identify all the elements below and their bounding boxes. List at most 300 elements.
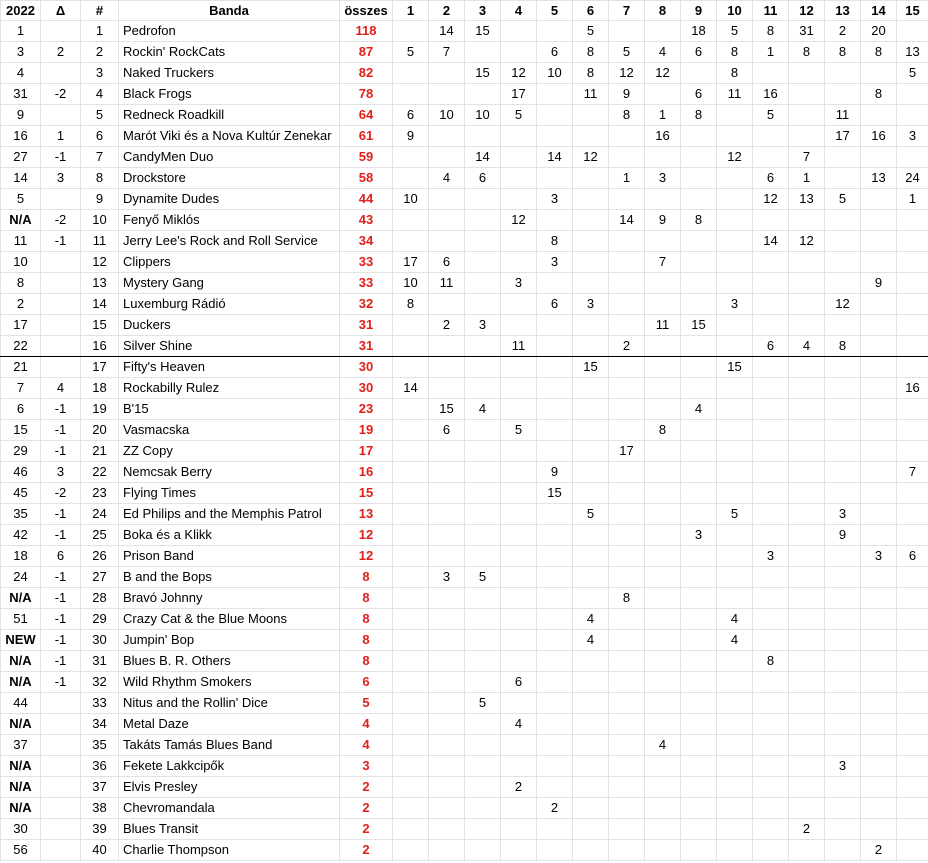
table-row [1, 798, 928, 819]
score-cell [717, 840, 753, 861]
score-cell [537, 378, 573, 399]
score-cell [429, 189, 465, 210]
header-prev-year: 2022 [1, 1, 41, 21]
score-cell [645, 441, 681, 462]
score-cell [789, 84, 825, 105]
delta-cell [41, 21, 81, 42]
score-cell [825, 378, 861, 399]
table-row [1, 21, 928, 42]
score-cell [393, 567, 429, 588]
score-cell [501, 735, 537, 756]
score-cell [393, 21, 429, 42]
score-cell [393, 357, 429, 378]
score-cell [825, 630, 861, 651]
score-cell: 12 [753, 189, 789, 210]
rank-cell: 6 [81, 126, 119, 147]
band-name-cell: Takáts Tamás Blues Band [119, 735, 340, 756]
score-cell [609, 189, 645, 210]
score-cell: 6 [465, 168, 501, 189]
score-cell [753, 819, 789, 840]
score-cell [429, 483, 465, 504]
score-cell [897, 504, 928, 525]
score-cell: 7 [789, 147, 825, 168]
score-cell [609, 315, 645, 336]
score-cell: 8 [573, 63, 609, 84]
band-name-cell: Flying Times [119, 483, 340, 504]
score-cell: 6 [537, 42, 573, 63]
total-cell: 33 [340, 252, 393, 273]
band-name-cell: Silver Shine [119, 336, 340, 357]
score-cell [393, 630, 429, 651]
score-cell: 2 [861, 840, 897, 861]
score-cell [717, 798, 753, 819]
score-cell [573, 588, 609, 609]
score-cell [897, 651, 928, 672]
score-cell [537, 777, 573, 798]
score-cell [789, 378, 825, 399]
total-cell: 12 [340, 546, 393, 567]
header-round: 9 [681, 1, 717, 21]
table-row [1, 378, 928, 399]
table-row [1, 609, 928, 630]
header-round: 6 [573, 1, 609, 21]
score-cell: 6 [393, 105, 429, 126]
band-name-cell: Elvis Presley [119, 777, 340, 798]
score-cell [861, 399, 897, 420]
score-cell: 6 [897, 546, 928, 567]
score-cell [429, 378, 465, 399]
score-cell [645, 357, 681, 378]
score-cell: 17 [501, 84, 537, 105]
score-cell [897, 672, 928, 693]
score-cell: 8 [861, 42, 897, 63]
score-cell [645, 777, 681, 798]
score-cell [573, 399, 609, 420]
score-cell [717, 378, 753, 399]
prev-year-cell: 31 [1, 84, 41, 105]
score-cell [393, 798, 429, 819]
score-cell [717, 189, 753, 210]
score-cell [861, 315, 897, 336]
score-cell: 8 [609, 105, 645, 126]
header-round: 11 [753, 1, 789, 21]
score-cell [861, 777, 897, 798]
band-name-cell: B and the Bops [119, 567, 340, 588]
score-cell [825, 231, 861, 252]
score-cell: 3 [645, 168, 681, 189]
score-cell [753, 630, 789, 651]
score-cell: 7 [645, 252, 681, 273]
score-cell [717, 126, 753, 147]
score-cell: 3 [717, 294, 753, 315]
score-cell: 10 [537, 63, 573, 84]
table-row [1, 168, 928, 189]
score-cell [429, 693, 465, 714]
score-cell: 13 [897, 42, 928, 63]
score-cell [825, 609, 861, 630]
score-cell [789, 609, 825, 630]
score-cell [609, 630, 645, 651]
score-cell [393, 504, 429, 525]
score-cell [501, 189, 537, 210]
score-cell [825, 462, 861, 483]
total-cell: 4 [340, 714, 393, 735]
total-cell: 30 [340, 357, 393, 378]
score-cell [897, 714, 928, 735]
table-row [1, 525, 928, 546]
table-row [1, 42, 928, 63]
score-cell [465, 525, 501, 546]
table-row [1, 63, 928, 84]
score-cell [897, 147, 928, 168]
score-cell: 3 [465, 315, 501, 336]
rank-cell: 31 [81, 651, 119, 672]
score-cell [429, 84, 465, 105]
total-cell: 64 [340, 105, 393, 126]
score-cell [717, 651, 753, 672]
score-cell [681, 819, 717, 840]
score-cell [537, 168, 573, 189]
score-cell [573, 378, 609, 399]
score-cell [645, 714, 681, 735]
score-cell: 3 [861, 546, 897, 567]
rank-cell: 4 [81, 84, 119, 105]
score-cell [861, 189, 897, 210]
prev-year-cell: 29 [1, 441, 41, 462]
score-cell [465, 378, 501, 399]
total-cell: 78 [340, 84, 393, 105]
score-cell [573, 840, 609, 861]
total-cell: 31 [340, 336, 393, 357]
score-cell [753, 126, 789, 147]
rank-cell: 40 [81, 840, 119, 861]
score-cell [501, 819, 537, 840]
score-cell [861, 609, 897, 630]
score-cell: 6 [753, 168, 789, 189]
score-cell: 5 [465, 693, 501, 714]
score-cell [825, 546, 861, 567]
score-cell: 11 [573, 84, 609, 105]
score-cell [681, 168, 717, 189]
prev-year-cell: 56 [1, 840, 41, 861]
total-cell: 31 [340, 315, 393, 336]
score-cell: 8 [681, 210, 717, 231]
score-cell [897, 21, 928, 42]
total-cell: 118 [340, 21, 393, 42]
delta-cell: -1 [41, 441, 81, 462]
band-name-cell: Rockin' RockCats [119, 42, 340, 63]
score-cell [465, 462, 501, 483]
score-cell [753, 609, 789, 630]
score-cell [501, 21, 537, 42]
score-cell [789, 546, 825, 567]
ranking-rows [1, 21, 928, 861]
score-cell [681, 798, 717, 819]
score-cell [429, 336, 465, 357]
score-cell [429, 735, 465, 756]
score-cell [393, 777, 429, 798]
band-name-cell: Metal Daze [119, 714, 340, 735]
score-cell [573, 441, 609, 462]
score-cell: 3 [825, 504, 861, 525]
score-cell [609, 651, 645, 672]
score-cell [789, 840, 825, 861]
score-cell [861, 630, 897, 651]
score-cell [465, 357, 501, 378]
prev-year-cell: 7 [1, 378, 41, 399]
score-cell: 8 [825, 42, 861, 63]
score-cell [825, 672, 861, 693]
delta-cell [41, 693, 81, 714]
score-cell [861, 231, 897, 252]
score-cell: 10 [465, 105, 501, 126]
score-cell: 7 [897, 462, 928, 483]
score-cell: 5 [717, 21, 753, 42]
prev-year-cell: N/A [1, 651, 41, 672]
rank-cell: 3 [81, 63, 119, 84]
score-cell [753, 693, 789, 714]
score-cell [897, 693, 928, 714]
score-cell [825, 252, 861, 273]
rank-cell: 18 [81, 378, 119, 399]
total-cell: 58 [340, 168, 393, 189]
score-cell [501, 168, 537, 189]
rank-cell: 21 [81, 441, 119, 462]
prev-year-cell: 30 [1, 819, 41, 840]
delta-cell [41, 189, 81, 210]
band-name-cell: Chevromandala [119, 798, 340, 819]
score-cell [645, 84, 681, 105]
header-round: 10 [717, 1, 753, 21]
table-row [1, 672, 928, 693]
score-cell [537, 756, 573, 777]
score-cell [645, 294, 681, 315]
prev-year-cell: 27 [1, 147, 41, 168]
score-cell [753, 735, 789, 756]
score-cell [609, 840, 645, 861]
band-name-cell: Jerry Lee's Rock and Roll Service [119, 231, 340, 252]
score-cell [501, 252, 537, 273]
total-cell: 8 [340, 630, 393, 651]
score-cell [897, 819, 928, 840]
score-cell [465, 483, 501, 504]
table-row [1, 105, 928, 126]
score-cell [537, 714, 573, 735]
score-cell [681, 504, 717, 525]
score-cell: 3 [429, 567, 465, 588]
score-cell [861, 210, 897, 231]
score-cell: 8 [573, 42, 609, 63]
total-cell: 3 [340, 756, 393, 777]
score-cell [717, 777, 753, 798]
score-cell [609, 525, 645, 546]
score-cell [789, 315, 825, 336]
score-cell [897, 399, 928, 420]
score-cell: 2 [501, 777, 537, 798]
delta-cell: -1 [41, 567, 81, 588]
score-cell [429, 630, 465, 651]
score-cell [573, 483, 609, 504]
score-cell: 6 [429, 420, 465, 441]
prev-year-cell: N/A [1, 798, 41, 819]
score-cell [393, 231, 429, 252]
score-cell: 3 [897, 126, 928, 147]
score-cell [429, 672, 465, 693]
score-cell [537, 420, 573, 441]
score-cell: 10 [429, 105, 465, 126]
total-cell: 61 [340, 126, 393, 147]
delta-cell [41, 777, 81, 798]
delta-cell: 3 [41, 462, 81, 483]
score-cell [393, 651, 429, 672]
rank-cell: 25 [81, 525, 119, 546]
score-cell: 5 [717, 504, 753, 525]
score-cell: 8 [645, 420, 681, 441]
score-cell [717, 819, 753, 840]
score-cell [645, 231, 681, 252]
score-cell [825, 483, 861, 504]
score-cell [825, 441, 861, 462]
score-cell [501, 756, 537, 777]
score-cell: 4 [789, 336, 825, 357]
band-name-cell: Boka és a Klikk [119, 525, 340, 546]
score-cell [609, 609, 645, 630]
score-cell [429, 126, 465, 147]
score-cell [465, 714, 501, 735]
score-cell [717, 756, 753, 777]
score-cell [465, 735, 501, 756]
prev-year-cell: 51 [1, 609, 41, 630]
score-cell [573, 189, 609, 210]
rank-cell: 38 [81, 798, 119, 819]
score-cell: 1 [609, 168, 645, 189]
score-cell [753, 399, 789, 420]
score-cell [429, 546, 465, 567]
score-cell [573, 819, 609, 840]
rank-cell: 20 [81, 420, 119, 441]
score-cell [645, 189, 681, 210]
delta-cell: 4 [41, 378, 81, 399]
score-cell [393, 714, 429, 735]
score-cell [753, 273, 789, 294]
score-cell: 17 [393, 252, 429, 273]
score-cell [861, 756, 897, 777]
table-row [1, 441, 928, 462]
score-cell: 17 [825, 126, 861, 147]
score-cell [753, 714, 789, 735]
score-cell [537, 609, 573, 630]
score-cell [717, 462, 753, 483]
score-cell: 8 [825, 336, 861, 357]
score-cell: 4 [501, 714, 537, 735]
prev-year-cell: 44 [1, 693, 41, 714]
score-cell [393, 819, 429, 840]
score-cell: 5 [393, 42, 429, 63]
score-cell [645, 504, 681, 525]
delta-cell: -1 [41, 630, 81, 651]
table-row [1, 588, 928, 609]
delta-cell: -2 [41, 84, 81, 105]
score-cell [645, 525, 681, 546]
score-cell: 11 [825, 105, 861, 126]
score-cell [537, 840, 573, 861]
score-cell [645, 798, 681, 819]
score-cell [609, 714, 645, 735]
score-cell: 1 [645, 105, 681, 126]
score-cell [501, 42, 537, 63]
rank-cell: 23 [81, 483, 119, 504]
prev-year-cell: N/A [1, 777, 41, 798]
score-cell: 4 [429, 168, 465, 189]
table-row [1, 756, 928, 777]
prev-year-cell: 2 [1, 294, 41, 315]
score-cell: 15 [465, 21, 501, 42]
total-cell: 5 [340, 693, 393, 714]
score-cell [609, 798, 645, 819]
score-cell [717, 693, 753, 714]
score-cell [465, 441, 501, 462]
rank-cell: 15 [81, 315, 119, 336]
prev-year-cell: 46 [1, 462, 41, 483]
rank-cell: 22 [81, 462, 119, 483]
score-cell [609, 735, 645, 756]
score-cell: 7 [429, 42, 465, 63]
band-name-cell: Prison Band [119, 546, 340, 567]
total-cell: 2 [340, 819, 393, 840]
score-cell [753, 504, 789, 525]
prev-year-cell: 4 [1, 63, 41, 84]
score-cell [465, 546, 501, 567]
rank-cell: 7 [81, 147, 119, 168]
score-cell [645, 378, 681, 399]
score-cell [609, 567, 645, 588]
table-row [1, 420, 928, 441]
score-cell [681, 189, 717, 210]
score-cell [753, 525, 789, 546]
score-cell: 8 [681, 105, 717, 126]
score-cell [573, 693, 609, 714]
score-cell [717, 420, 753, 441]
score-cell [465, 42, 501, 63]
score-cell [825, 819, 861, 840]
table-row [1, 189, 928, 210]
score-cell: 14 [753, 231, 789, 252]
band-name-cell: Nemcsak Berry [119, 462, 340, 483]
score-cell [681, 609, 717, 630]
score-cell: 31 [789, 21, 825, 42]
score-cell [681, 63, 717, 84]
score-cell: 1 [753, 42, 789, 63]
header-round: 3 [465, 1, 501, 21]
score-cell [897, 798, 928, 819]
score-cell [393, 840, 429, 861]
band-name-cell: Charlie Thompson [119, 840, 340, 861]
score-cell [861, 735, 897, 756]
score-cell [825, 357, 861, 378]
score-cell [429, 210, 465, 231]
score-cell [789, 630, 825, 651]
score-cell [825, 840, 861, 861]
score-cell [393, 693, 429, 714]
score-cell [465, 840, 501, 861]
table-row [1, 126, 928, 147]
total-cell: 33 [340, 273, 393, 294]
score-cell [537, 588, 573, 609]
score-cell [789, 567, 825, 588]
score-cell [573, 105, 609, 126]
delta-cell [41, 336, 81, 357]
score-cell: 8 [789, 42, 825, 63]
